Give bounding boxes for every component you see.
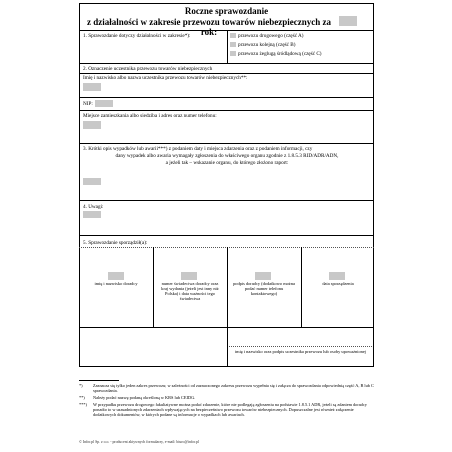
option-rail-label: przewozu kolejną (część B)	[238, 41, 296, 48]
certificate-field[interactable]	[181, 272, 197, 280]
footnote-rule	[79, 380, 119, 381]
checkbox-road[interactable]	[230, 33, 236, 38]
divider	[79, 200, 374, 201]
footnote-mark: **)	[79, 395, 85, 400]
divider	[79, 97, 374, 98]
col-report-date: data sporządzenia	[322, 281, 354, 286]
footnote-text: Należy podać nazwę podaną określoną w KRS lub CEIDG.	[93, 395, 196, 400]
footnote-mark: ***)	[79, 402, 87, 407]
divider	[79, 110, 374, 111]
divider	[301, 247, 302, 327]
col-advisor-signature: podpis doradcy (dodatkowo można podać numer telefonu kontaktowego)	[233, 281, 295, 296]
divider	[79, 63, 374, 64]
section2-label: 2. Oznaczenie uczestnika przewozu towarów niebezpiecznych	[83, 66, 213, 72]
section3-line3: a jeżeli tak – wskazanie organu, do którego złożono raport:	[165, 160, 289, 166]
report-date-field[interactable]	[329, 272, 345, 280]
participant-name-label: Imię i nazwisko albo nazwa uczestnika przewozu towarów niebezpiecznych**:	[83, 75, 248, 81]
section3-line1: 3. Krótki opis wypadków lub awarii***) z podaniem daty i miejsca zdarzenia oraz z podaniem informacji, czy	[83, 146, 313, 152]
address-label: Miejsce zamieszkania albo siedziba i adres oraz numer telefonu:	[83, 113, 217, 119]
option-road-label: przewozu drogowego (część A)	[238, 32, 304, 39]
footnote-mark: *)	[79, 383, 83, 388]
col-advisor-name: imię i nazwisko doradcy	[94, 281, 138, 286]
section4-label: 4. Uwagi:	[83, 204, 104, 210]
col-certificate: numer świadectwa doradcy oraz kraj wydania (jeżeli jest inny niż Polska) i data ważności tego świadectwa	[161, 281, 219, 301]
advisor-signature-field[interactable]	[255, 272, 271, 280]
incidents-field[interactable]	[83, 178, 101, 185]
divider	[79, 143, 374, 144]
footnote-text: W przypadku przewozu drogowego fakultatywne można podać zdarzenie, które nie podlegają zgłoszeniu na podstawie 1.8.5.1 ADR, jeżeli są zdaniem doradcy ponadto to w uzasadnionych zdarzeniach wpływających na bezpieczeństwo przewozu towarów niebezpiecznych. Dopuszczalne jest również załączenie dodatkowych dokumentów, w których podane są informacje o wypadkach lub awariach.	[93, 402, 367, 418]
publisher-note: © Infor.pl Sp. z o.o. - producent aktywnych formularzy, e-mail: biuro@infor.pl	[79, 440, 200, 444]
participant-name-field[interactable]	[83, 83, 101, 91]
nip-field[interactable]	[95, 100, 113, 107]
footnote-text: Zaznacza się tylko jeden zakres przewozu; w zależności od zaznaczonego zakresu przewozu wypełnia się i załącza do sprawozdania odpowiednią część A, B lub C sprawozdania.	[93, 383, 374, 394]
nip-label: NIP:	[83, 101, 93, 107]
form-title-line2: z działalności w zakresie przewozu towarów niebezpiecznych za rok:	[86, 17, 332, 37]
section3-line2: dany wypadek albo awaria wymagały zgłoszenia do właściwego organu zgodnie z 1.8.5.3 RID/ADR/ADN,	[115, 153, 339, 159]
remarks-field[interactable]	[83, 211, 101, 218]
divider	[227, 247, 228, 327]
form-title-line1: Roczne sprawozdanie	[184, 6, 269, 16]
section5-label: 5. Sprawozdanie sporządził(a):	[83, 240, 148, 246]
participant-signature-caption: imię i nazwisko oraz podpis uczestnika przewozu lub osoby upoważnionej	[234, 349, 367, 354]
signature-line	[229, 346, 372, 347]
option-inland-label: przewozu żeglugą śródlądową (część C)	[238, 50, 322, 57]
section1-label: 1. Sprawozdanie dotyczy działalności w zakresie*):	[83, 33, 191, 39]
year-field[interactable]	[339, 16, 357, 26]
divider	[79, 235, 374, 236]
divider	[153, 247, 154, 327]
advisor-name-field[interactable]	[108, 272, 124, 280]
checkbox-rail[interactable]	[230, 42, 236, 47]
divider	[79, 73, 374, 74]
divider	[227, 327, 228, 367]
checkbox-inland[interactable]	[230, 51, 236, 56]
divider	[227, 30, 228, 63]
address-field[interactable]	[83, 121, 101, 129]
